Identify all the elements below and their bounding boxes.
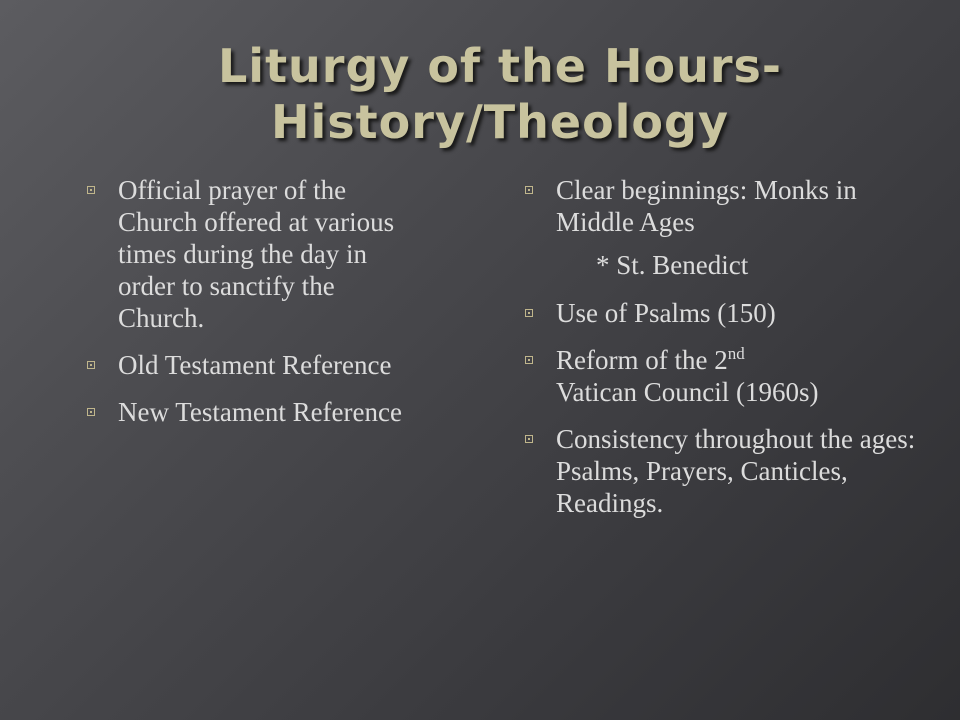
bullet-item — [522, 297, 922, 329]
left-column — [84, 174, 404, 443]
bullet-item — [522, 344, 922, 408]
sub-bullet-text: * St. Benedict — [596, 250, 749, 280]
ordinal-suffix: nd — [727, 344, 745, 363]
bullet-text-suffix: Vatican Council (1960s) — [556, 377, 819, 407]
square-bullet-icon — [525, 186, 533, 194]
square-bullet-icon — [525, 435, 533, 443]
bullet-text: Old Testament Reference — [118, 350, 392, 380]
square-bullet-icon — [87, 408, 95, 416]
square-bullet-icon — [87, 186, 95, 194]
bullet-item — [84, 349, 404, 381]
bullet-text: Clear beginnings: Monks in Middle Ages — [556, 175, 857, 237]
square-bullet-icon — [87, 361, 95, 369]
bullet-text: Official prayer of the Church offered at various times during the day in order to sanctify the Church. — [118, 175, 395, 333]
title-line-1: Liturgy of the Hours- — [217, 39, 782, 93]
title-line-2: History/Theology — [271, 95, 729, 149]
slide-title — [150, 38, 850, 150]
bullet-text: New Testament Reference — [118, 397, 402, 427]
square-bullet-icon — [525, 356, 533, 364]
bullet-item — [84, 174, 404, 334]
bullet-text: Use of Psalms (150) — [556, 298, 776, 328]
bullet-item — [84, 396, 404, 428]
bullet-text-prefix: Reform of the 2 — [556, 345, 728, 375]
right-column — [522, 174, 922, 534]
bullet-text: Consistency throughout the ages: Psalms, Prayers, Canticles, Readings. — [556, 424, 916, 518]
bullet-item — [522, 423, 922, 519]
bullet-item — [522, 174, 922, 238]
square-bullet-icon — [525, 309, 533, 317]
